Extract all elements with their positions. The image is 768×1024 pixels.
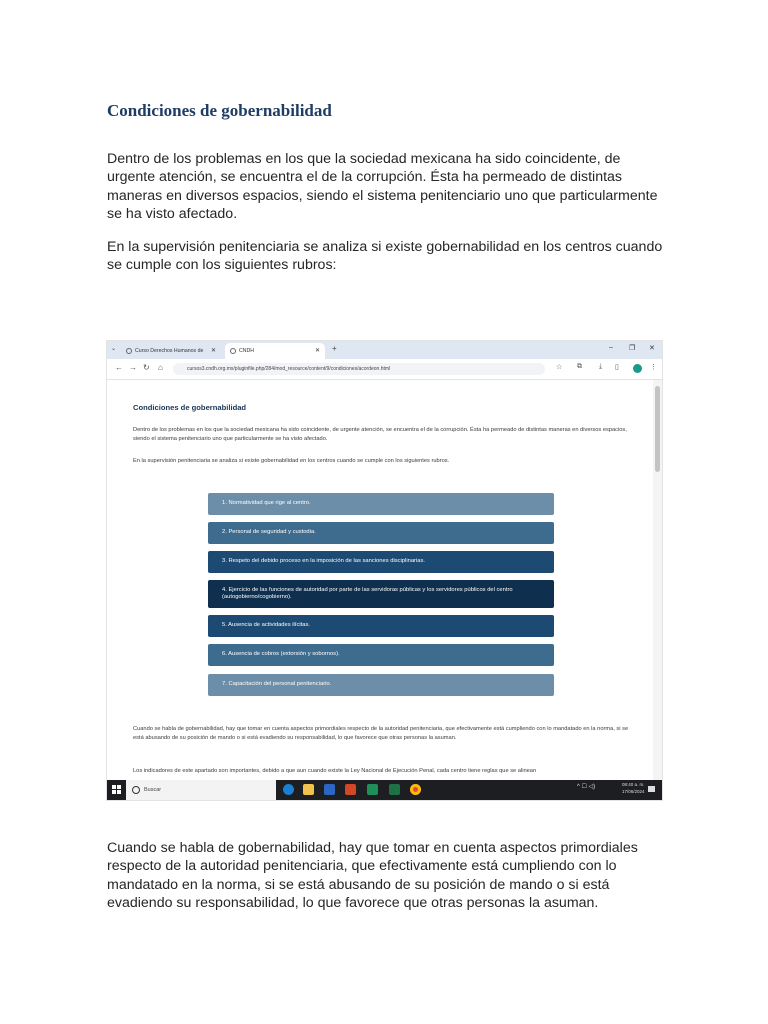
page-title: Condiciones de gobernabilidad <box>133 403 247 412</box>
favicon-icon <box>126 348 132 354</box>
minimize-icon[interactable]: – <box>609 344 613 351</box>
page-paragraph: Cuando se habla de gobernabilidad, hay que tomar en cuenta aspectos primordiales respecto de la autoridad penitenciaria, que efectivamente está cumpliendo con lo mandatado en la norma, si se está abusando de su posición de mando o si está evadiendo su responsabilidad, lo que favorece que otras personas la asuman. <box>133 726 629 741</box>
system-tray-icons[interactable]: ^ ☐ ◁) <box>577 784 596 790</box>
extensions-icon[interactable]: ⧉ <box>577 363 582 370</box>
edge-icon[interactable] <box>283 784 294 795</box>
menu-dots-icon[interactable]: ⋮ <box>650 364 657 371</box>
project-icon[interactable] <box>367 784 378 795</box>
accordion-item-3[interactable]: 3. Respeto del debido proceso en la imposición de las sanciones disciplinarias. <box>208 551 554 573</box>
page-paragraph: Dentro de los problemas en los que la sociedad mexicana ha sido coincidente, de urgente atención, se encuentra el de la corrupción. Ésta ha permeado de distintas maneras en diversos espacios, siendo el sistema penitenciario uno que particularmente se ha visto afectado. <box>133 427 627 442</box>
download-icon[interactable]: ⤓ <box>599 363 603 370</box>
browser-tab[interactable] <box>121 343 221 359</box>
tab-search-icon[interactable]: ⌄ <box>111 346 117 352</box>
browser-tab-active[interactable] <box>225 343 325 359</box>
accordion-item-7[interactable]: 7. Capacitación del personal penitenciario. <box>208 674 554 696</box>
browser-tab-strip <box>107 341 662 359</box>
excel-icon[interactable] <box>389 784 400 795</box>
scrollbar-thumb[interactable] <box>655 386 660 472</box>
clock-date: 17/06/2024 <box>622 788 645 794</box>
clock-time: 08:40 a. m. <box>622 782 645 787</box>
notification-icon[interactable] <box>648 786 655 792</box>
search-icon <box>132 786 140 794</box>
profile-avatar[interactable] <box>633 364 642 373</box>
word-icon[interactable] <box>324 784 335 795</box>
forward-icon[interactable]: → <box>129 363 137 372</box>
accordion-item-4[interactable]: 4. Ejercicio de las funciones de autoridad por parte de las servidoras públicas y los servidores públicos del centro (autogobierno/cogobierno). <box>208 580 554 608</box>
restore-icon[interactable]: ❐ <box>629 345 636 352</box>
bookmark-star-icon[interactable]: ☆ <box>556 364 563 371</box>
taskbar-search-label: Buscar <box>144 787 162 793</box>
powerpoint-icon[interactable] <box>345 784 356 795</box>
back-icon[interactable]: ← <box>115 363 123 372</box>
page-paragraph: Los indicadores de este apartado son importantes, debido a que aun cuando existe la Ley Nacional de Ejecución Penal, cada centro tiene reglas que se alinean <box>133 768 537 774</box>
document-paragraph: Dentro de los problemas en los que la sociedad mexicana ha sido coincidente, de urgente atención, se encuentra el de la corrupción. Ésta ha permeado de distintas maneras en diversos espacios, siendo el sistema penitenciario uno que particularmente se ha visto afectado. <box>107 151 658 223</box>
windows-start-icon[interactable] <box>112 785 122 795</box>
accordion-item-6[interactable]: 6. Ausencia de cobros (extorsión y sobornos). <box>208 644 554 666</box>
page-paragraph: En la supervisión penitenciaria se analiza si existe gobernabilidad en los centros cuando se cumple con los siguientes rubros. <box>133 458 450 464</box>
close-window-icon[interactable]: ✕ <box>649 345 655 352</box>
url-field[interactable]: cursos3.cndh.org.mx/pluginfile.php/284/mod_resource/content/9/condiciones/acordeon.html <box>173 363 545 375</box>
home-icon[interactable]: ⌂ <box>158 363 163 372</box>
address-bar <box>107 359 662 380</box>
document-paragraph: Cuando se habla de gobernabilidad, hay que tomar en cuenta aspectos primordiales respecto de la autoridad penitenciaria, que efectivamente está cumpliendo con lo mandatado en la norma, si se está abusando de su posición de mando o si está evadiendo su responsabilidad, lo que favorece que otras personas la asuman. <box>107 840 638 912</box>
accordion-item-1[interactable]: 1. Normatividad que rige al centro. <box>208 493 554 515</box>
new-tab-icon[interactable]: + <box>332 344 337 353</box>
taskbar-clock[interactable] <box>622 782 645 795</box>
side-panel-icon[interactable]: ▯ <box>615 364 619 371</box>
scrollbar[interactable] <box>653 380 662 780</box>
file-explorer-icon[interactable] <box>303 784 314 795</box>
accordion-item-2[interactable]: 2. Personal de seguridad y custodia. <box>208 522 554 544</box>
close-tab-icon[interactable]: ✕ <box>210 348 216 354</box>
web-page-content <box>107 380 653 780</box>
chrome-icon[interactable] <box>410 784 421 795</box>
accordion-item-5[interactable]: 5. Ausencia de actividades ilícitas. <box>208 615 554 637</box>
close-tab-icon[interactable]: ✕ <box>314 348 320 354</box>
windows-taskbar <box>107 780 662 800</box>
embedded-browser-screenshot <box>107 341 662 800</box>
document-title: Condiciones de gobernabilidad <box>107 101 332 120</box>
tab-label: Curso Derechos Humanos de <box>135 348 204 354</box>
document-paragraph: En la supervisión penitenciaria se analiza si existe gobernabilidad en los centros cuando se cumple con los siguientes rubros: <box>107 239 663 274</box>
taskbar-search-box[interactable] <box>126 780 276 800</box>
reload-icon[interactable]: ↻ <box>143 363 150 372</box>
tab-label: CNDH <box>239 348 254 354</box>
favicon-icon <box>230 348 236 354</box>
